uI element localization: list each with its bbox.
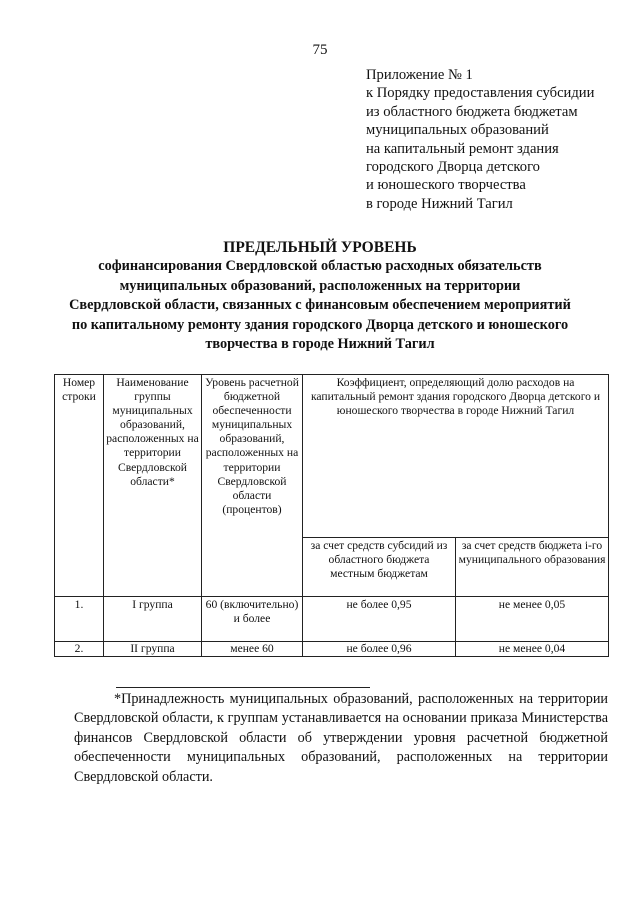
header-coefficient: Коэффициент, определяющий долю расходов на капитальный ремонт здания городского Дворца детского и юношеского творчества в городе Нижний Тагил	[303, 375, 609, 538]
row-subsidy: не более 0,95	[303, 597, 456, 642]
row-group: I группа	[104, 597, 202, 642]
row-local: не менее 0,05	[456, 597, 609, 642]
document-title	[60, 238, 580, 354]
appendix-header	[366, 66, 626, 213]
header-row-number: Номер строки	[55, 375, 104, 597]
appendix-line: из областного бюджета бюджетам	[366, 103, 578, 120]
row-subsidy: не более 0,96	[303, 642, 456, 657]
footnote: *Принадлежность муниципальных образований, расположенных на территории Свердловской области, к группам устанавливается на основании приказа Министерства финансов Свердловской области об утверждении уровня расчетной бюджетной обеспеченности муниципальных образований, расположенных на территории Свердловской области.	[74, 691, 608, 785]
appendix-line: в городе Нижний Тагил	[366, 195, 513, 212]
title-line: творчества в городе Нижний Тагил	[205, 336, 435, 353]
header-budget-level: Уровень расчетной бюджетной обеспеченности муниципальных образований, расположенных на территории Свердловской области (процентов)	[202, 375, 303, 597]
row-level: менее 60	[202, 642, 303, 657]
table-header-row	[55, 375, 609, 538]
cofinancing-table	[54, 374, 609, 657]
row-group: II группа	[104, 642, 202, 657]
appendix-line: Приложение № 1	[366, 67, 473, 83]
appendix-line: к Порядку предоставления субсидии	[366, 85, 595, 102]
title-line: муниципальных образований, расположенных на территории	[119, 277, 521, 294]
title-line: по капитальному ремонту здания городского Дворца детского и юношеского	[71, 316, 569, 333]
title-main: ПРЕДЕЛЬНЫЙ УРОВЕНЬ	[223, 239, 417, 256]
header-subsidy-share: за счет средств субсидий из областного бюджета местным бюджетам	[303, 538, 456, 597]
appendix-line: и юношеского творчества	[366, 177, 526, 194]
title-line: Свердловской области, связанных с финансовым обеспечением мероприятий	[69, 297, 571, 314]
page-number: 75	[312, 42, 328, 58]
title-line: софинансирования Свердловской областью расходных обязательств	[98, 258, 542, 275]
table-row	[55, 597, 609, 642]
appendix-line: городского Дворца детского	[366, 159, 540, 176]
header-group-name: Наименование группы муниципальных образований, расположенных на территории Свердловской области*	[104, 375, 202, 597]
table-row	[55, 642, 609, 657]
row-local: не менее 0,04	[456, 642, 609, 657]
appendix-line: на капитальный ремонт здания	[366, 140, 559, 157]
appendix-line: муниципальных образований	[366, 122, 549, 139]
row-number: 2.	[55, 642, 104, 657]
footnote-divider	[116, 687, 370, 688]
row-number: 1.	[55, 597, 104, 642]
header-local-share: за счет средств бюджета i-го муниципального образования	[456, 538, 609, 597]
row-level: 60 (включительно) и более	[202, 597, 303, 642]
